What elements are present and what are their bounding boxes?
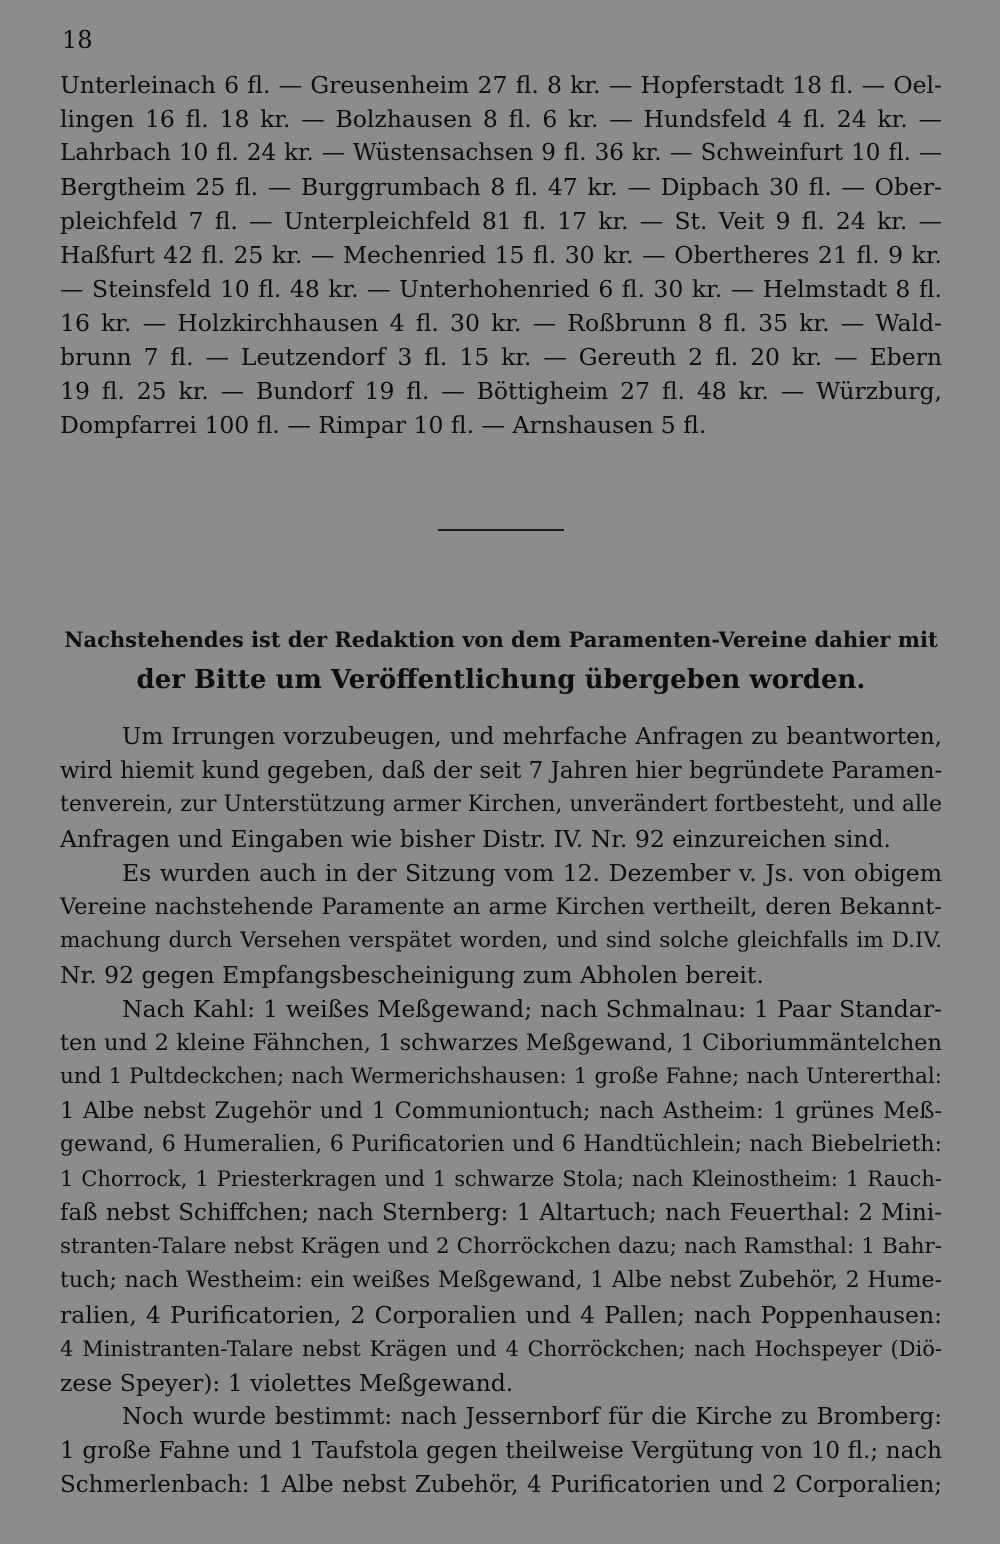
contributions-line: — Steinsfeld 10 fl. 48 kr. — Unterhohenried 6 fl. 30 kr. — Helmstadt 8 fl. [60, 275, 942, 303]
body-line: Noch wurde bestimmt: nach Jessernborf für die Kirche zu Bromberg: [122, 1404, 942, 1430]
body-line: Nach Kahl: 1 weißes Meßgewand; nach Schmalnau: 1 Paar Standar- [122, 995, 942, 1023]
contributions-line: brunn 7 fl. — Leutzendorf 3 fl. 15 kr. — Gereuth 2 fl. 20 kr. — Ebern [60, 343, 942, 371]
section-heading [60, 620, 942, 700]
body-line: Anfragen und Eingaben wie bisher Distr. IV. Nr. 92 einzureichen sind. [60, 825, 892, 853]
body-line: gewand, 6 Humeralien, 6 Purificatorien und 6 Handtüchlein; nach Biebelrieth: [60, 1132, 942, 1157]
page-number: 18 [62, 26, 93, 54]
contributions-line: 16 kr. — Holzkirchhausen 4 fl. 30 kr. — Roßbrunn 8 fl. 35 kr. — Wald- [60, 309, 942, 337]
body-text [60, 720, 942, 1502]
contributions-line: Unterleinach 6 fl. — Greusenheim 27 fl. 8 kr. — Hopferstadt 18 fl. — Oel- [60, 71, 942, 99]
body-line: machung durch Versehen verspätet worden, und sind solche gleichfalls im D.IV. [60, 928, 942, 953]
body-line: ralien, 4 Purificatorien, 2 Corporalien und 4 Pallen; nach Poppenhausen: [60, 1301, 942, 1329]
contributions-line: Lahrbach 10 fl. 24 kr. — Wüstensachsen 9 fl. 36 kr. — Schweinfurt 10 fl. — [60, 140, 942, 166]
body-line: 1 große Fahne und 1 Taufstola gegen theilweise Vergütung von 10 fl.; nach [60, 1438, 942, 1464]
body-line: 1 Albe nebst Zugehör und 1 Communiontuch; nach Astheim: 1 grünes Meß- [60, 1098, 942, 1124]
heading-line: der Bitte um Veröffentlichung übergeben worden. [136, 665, 866, 695]
body-line: tuch; nach Westheim: ein weißes Meßgewand, 1 Albe nebst Zubehör, 2 Hume- [60, 1268, 942, 1293]
contributions-line: lingen 16 fl. 18 kr. — Bolzhausen 8 fl. 6 kr. — Hundsfeld 4 fl. 24 kr. — [60, 105, 942, 133]
body-line: faß nebst Schiffchen; nach Sternberg: 1 Altartuch; nach Feuerthal: 2 Mini- [60, 1200, 942, 1226]
body-line: tenverein, zur Unterstützung armer Kirchen, unverändert fortbesteht, und alle [60, 792, 943, 817]
body-line: Es wurden auch in der Sitzung vom 12. Dezember v. Js. von obigem [122, 859, 942, 887]
body-line: zese Speyer): 1 violettes Meßgewand. [60, 1369, 514, 1397]
body-line: 1 Chorrock, 1 Priesterkragen und 1 schwarze Stola; nach Kleinostheim: 1 Rauch- [60, 1167, 942, 1191]
contributions-list [60, 68, 942, 442]
section-divider [438, 529, 564, 531]
body-line: stranten-Talare nebst Krägen und 2 Chorröckchen dazu; nach Ramsthal: 1 Bahr- [60, 1234, 942, 1259]
body-line: Schmerlenbach: 1 Albe nebst Zubehör, 4 Purificatorien und 2 Corporalien; [60, 1472, 942, 1498]
contributions-line: Dompfarrei 100 fl. — Rimpar 10 fl. — Arnshausen 5 fl. [60, 411, 707, 439]
body-line: und 1 Pultdeckchen; nach Wermerichshausen: 1 große Fahne; nach Untererthal: [60, 1064, 942, 1089]
body-line: 4 Ministranten-Talare nebst Krägen und 4 Chorröckchen; nach Hochspeyer (Diö- [60, 1337, 942, 1361]
body-line: wird hiemit kund gegeben, daß der seit 7 Jahren hier begründete Paramen- [60, 758, 943, 784]
contributions-line: pleichfeld 7 fl. — Unterpleichfeld 81 fl. 17 kr. — St. Veit 9 fl. 24 kr. — [60, 207, 942, 235]
body-line: Vereine nachstehende Paramente an arme Kirchen vertheilt, deren Bekannt- [60, 894, 942, 920]
body-line: Um Irrungen vorzubeugen, und mehrfache Anfragen zu beantworten, [122, 724, 942, 750]
body-line: ten und 2 kleine Fähnchen, 1 schwarzes Meßgewand, 1 Ciboriummäntelchen [60, 1030, 942, 1056]
body-line: Nr. 92 gegen Empfangsbescheinigung zum Abholen bereit. [60, 961, 764, 989]
contributions-line: 19 fl. 25 kr. — Bundorf 19 fl. — Böttigheim 27 fl. 48 kr. — Würzburg, [60, 377, 942, 405]
contributions-line: Bergtheim 25 fl. — Burggrumbach 8 fl. 47 kr. — Dipbach 30 fl. — Ober- [60, 173, 942, 201]
contributions-line: Haßfurt 42 fl. 25 kr. — Mechenried 15 fl. 30 kr. — Obertheres 21 fl. 9 kr. [60, 241, 942, 269]
heading-line: Nachstehendes ist der Redaktion von dem Paramenten-Vereine dahier mit [64, 627, 938, 652]
